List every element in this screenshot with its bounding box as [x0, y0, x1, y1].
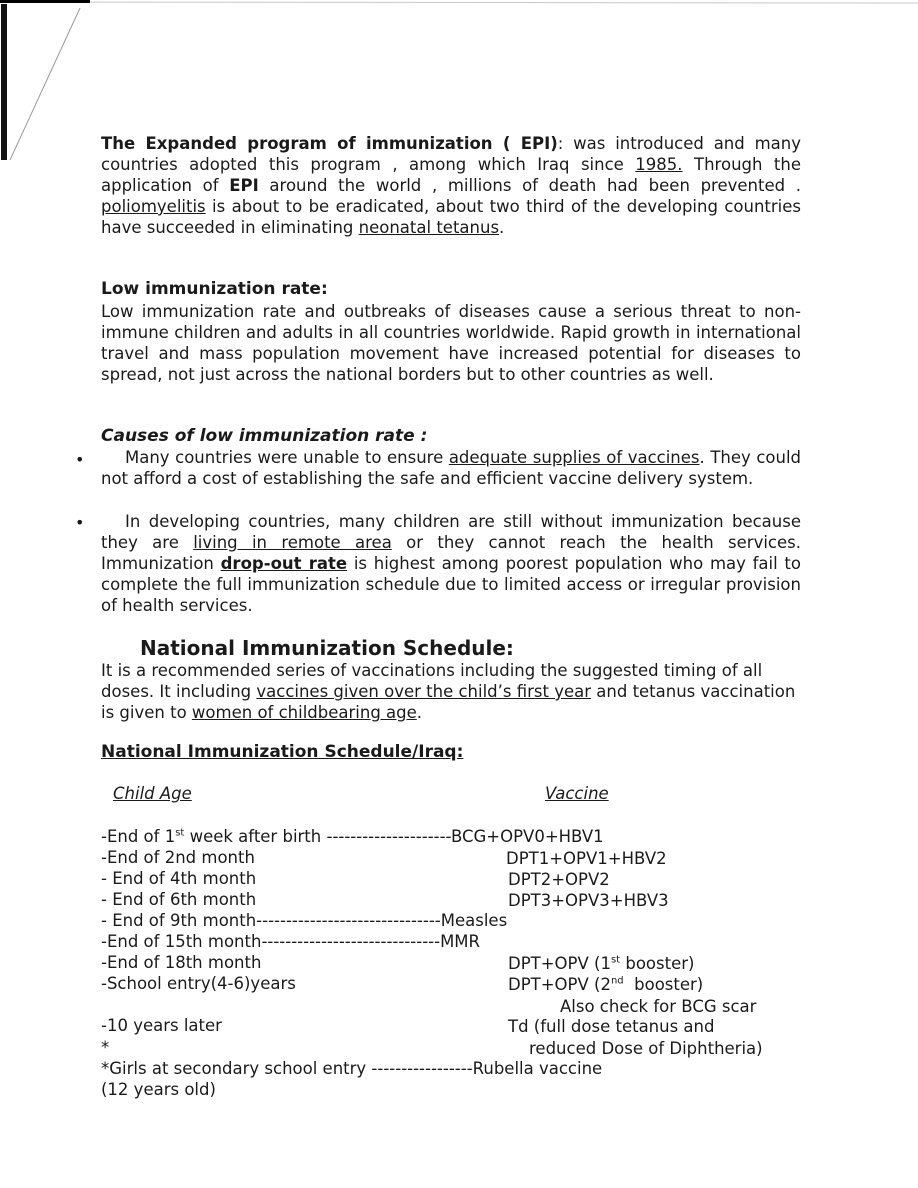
epi-title: The Expanded program of immunization ( EPI): [101, 134, 558, 153]
iraq-schedule-heading: National Immunization Schedule/Iraq:: [101, 742, 464, 762]
adequate-supplies-term: adequate supplies of vaccines: [448, 448, 700, 467]
epi-paragraph: The Expanded program of immunization ( EPI): was introduced and many countries adopted this program , among which Iraq since 1985. Through the application of EPI around the world , millions of death had been prevented . poliomyelitis is about to be eradicated, about two third of the developing countries have succeeded in eliminating neonatal tetanus.: [101, 134, 802, 237]
low-rate-paragraph: Low immunization rate and outbreaks of diseases cause a serious threat to non-immune children and adults in all countries worldwide. Rapid growth in international travel and mass population movement have increased potential for diseases to spread, not just across the national borders but to other countries as well.: [101, 302, 801, 384]
causes-heading: Causes of low immunization rate :: [101, 426, 428, 446]
first-year-term: vaccines given over the child’s first year: [256, 682, 592, 701]
schedule-row-age: (12 years old): [101, 1080, 216, 1099]
schedule-row-vaccine: DPT+OPV (2nd booster): [508, 975, 704, 994]
childbearing-age-term: women of childbearing age: [191, 703, 417, 722]
schedule-row-vaccine: DPT3+OPV3+HBV3: [508, 891, 669, 910]
schedule-row-age: -School entry(4-6)years: [101, 974, 296, 993]
schedule-row-age: - End of 4th month: [101, 869, 257, 888]
schedule-row-age: - End of 6th month: [101, 890, 257, 909]
column-header-vaccine: Vaccine: [545, 784, 609, 803]
schedule-row-age: *: [101, 1038, 110, 1057]
poliomyelitis-term: poliomyelitis: [101, 197, 206, 216]
schedule-row-age: -End of 1st week after birth ---------------------BCG+OPV0+HBV1: [101, 827, 604, 846]
schedule-row-vaccine: Measles: [440, 911, 508, 930]
schedule-row-age: -End of 18th month: [101, 953, 262, 972]
schedule-row-vaccine: Rubella vaccine: [472, 1059, 603, 1078]
schedule-row-vaccine: DPT2+OPV2: [508, 870, 610, 889]
schedule-row-note: Also check for BCG scar: [560, 997, 757, 1016]
bullet-2: •: [75, 513, 85, 532]
column-header-child-age: Child Age: [113, 784, 192, 803]
schedule-row-age: - End of 9th month-------------------------------Measles: [101, 911, 508, 930]
drop-out-rate-term: drop-out rate: [220, 554, 348, 573]
schedule-row-vaccine: DPT+OPV (1st booster): [508, 954, 695, 973]
schedule-row-age: *Girls at secondary school entry -----------------Rubella vaccine: [101, 1059, 603, 1078]
cause-item-1: Many countries were unable to ensure adequate supplies of vaccines. They could not afford a cost of establishing the safe and efficient vaccine delivery system.: [101, 448, 802, 488]
schedule-row-vaccine: MMR: [440, 932, 480, 951]
remote-area-term: living in remote area: [193, 533, 392, 552]
low-rate-heading: Low immunization rate:: [101, 279, 328, 299]
schedule-row-vaccine: Td (full dose tetanus and: [508, 1017, 715, 1036]
schedule-heading: National Immunization Schedule:: [140, 636, 514, 660]
schedule-row-age: -10 years later: [101, 1016, 222, 1035]
schedule-intro: It is a recommended series of vaccinations including the suggested timing of all doses. It including vaccines given over the child’s first year and tetanus vaccination is given to women of childbearing age.: [101, 661, 796, 722]
schedule-row-age: -End of 2nd month: [101, 848, 255, 867]
scan-top-edge: [0, 0, 918, 6]
neonatal-tetanus-term: neonatal tetanus: [358, 218, 500, 237]
schedule-row-vaccine: BCG+OPV0+HBV1: [450, 827, 604, 846]
schedule-row-vaccine: DPT1+OPV1+HBV2: [506, 849, 667, 868]
scan-corner-artifact: [0, 0, 100, 170]
year-1985: 1985.: [635, 155, 683, 174]
schedule-row-age: -End of 15th month------------------------------MMR: [101, 932, 480, 951]
cause-item-2: In developing countries, many children are still without immunization because they are living in remote area or they cannot reach the health services. Immunization drop-out rate is highest among poorest population who may fail to complete the full immunization schedule due to limited access or irregular provision of health services.: [101, 512, 801, 615]
bullet-1: •: [75, 450, 85, 469]
schedule-row-vaccine: reduced Dose of Diphtheria): [529, 1039, 763, 1058]
